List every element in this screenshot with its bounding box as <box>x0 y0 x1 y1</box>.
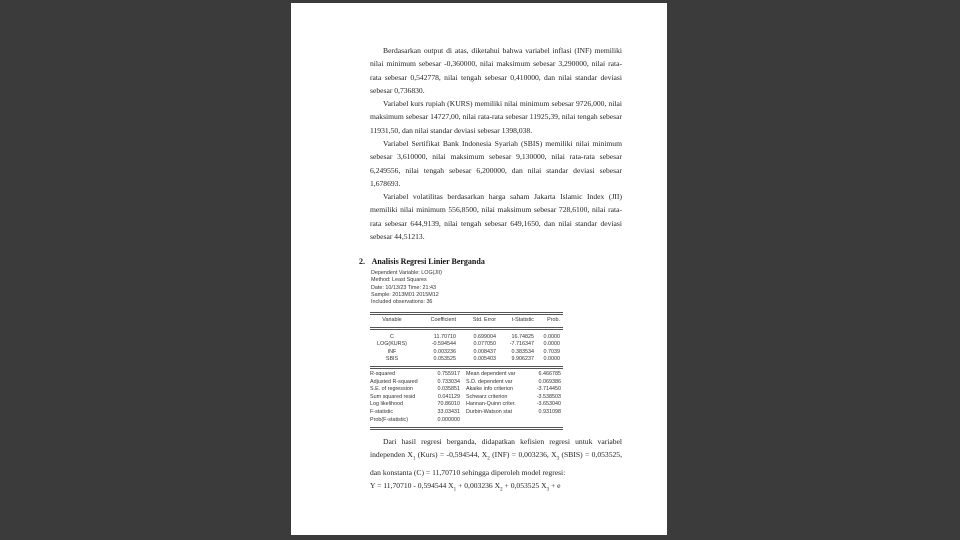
table-cell: SBIS <box>385 356 399 363</box>
table-cell: 0.053525 <box>433 356 456 363</box>
table-cell: -7.716347 <box>509 341 534 348</box>
stat-cell: S.D. dependent var <box>466 378 513 385</box>
eviews-meta <box>371 270 442 306</box>
table-header <box>370 317 563 325</box>
table-cell: 0.0000 <box>543 341 560 348</box>
paragraph-conclusion <box>370 435 622 497</box>
header-t-statistic: t-Statistic <box>511 317 534 323</box>
meta-line: Dependent Variable: LOG(JII) <box>371 270 442 276</box>
table-row <box>370 349 563 357</box>
header-variable: Variable <box>382 317 402 323</box>
divider <box>370 312 563 315</box>
stat-row <box>370 401 563 409</box>
table-row <box>370 356 563 364</box>
meta-line: Date: 10/13/23 Time: 21:43 <box>371 284 437 291</box>
table-cell: 0.383534 <box>511 348 534 355</box>
paragraph-sbis: Variabel Sertifikat Bank Indonesia Syariah (SBIS) memiliki nilai minimum sebesar 3,610000, nilai maksimum sebesar 9,130000, nilai rata-rata sebesar 6,249556, nilai tengah sebesar 6,200000, dan nilai standar deviasi sebesar 1,678693. <box>370 139 622 188</box>
table-cell: 11.70710 <box>433 333 456 340</box>
table-cell: INF <box>387 348 397 355</box>
table-cell: 0.008437 <box>473 348 496 355</box>
stat-cell: 6.466785 <box>538 370 561 377</box>
stat-cell: 0.041129 <box>437 393 460 400</box>
table-cell: 0.0000 <box>543 333 560 340</box>
stat-cell: S.E. of regression <box>370 386 413 393</box>
stat-cell: Schwarz criterion <box>466 393 508 400</box>
table-cell: 0.699004 <box>473 333 496 340</box>
stat-cell: Sum squared resid <box>370 393 416 400</box>
stat-cell <box>460 417 526 425</box>
stat-cell: 0.069386 <box>538 378 561 385</box>
table-cell: 9.906237 <box>511 356 534 363</box>
meta-line: Sample: 2013M01 2015M12 <box>371 291 439 298</box>
paragraph-inflation: Berdasarkan output di atas, diketahui bahwa variabel inflasi (INF) memiliki nilai minimum sebesar -0,360000, nilai maksimum sebesar 3,290000, nilai rata-rata sebesar 0,542778, nilai tengah sebesar 0,410000, dan nilai standar deviasi sebesar 0,736830. <box>370 46 622 95</box>
conclusion-line: dan konstanta (C) = 11,70710 sehingga diperoleh model regresi: <box>370 468 566 478</box>
stat-cell: R-squared <box>370 370 396 377</box>
stat-row <box>370 371 563 379</box>
table-row <box>370 334 563 342</box>
stat-row <box>370 409 563 417</box>
stat-cell: Adjusted R-squared <box>370 378 418 385</box>
table-cell: 0.003236 <box>433 348 456 355</box>
regression-table <box>370 312 563 430</box>
paragraph-jii: Variabel volatilitas berdasarkan harga saham Jakarta Islamic Index (JII) memiliki nilai minimum 556,8500, nilai maksimum sebesar 728,6100, nilai rata-rata sebesar 644,9139, nilai tengah sebesar 649,1650, dan nilai standar deviasi sebesar 44,51213. <box>370 192 622 241</box>
stat-cell: 70.86010 <box>437 401 460 408</box>
section-heading <box>359 257 485 266</box>
stat-cell: Akaike info criterion <box>466 386 514 393</box>
table-cell: 0.7039 <box>543 348 560 355</box>
paragraph-kurs: Variabel kurs rupiah (KURS) memiliki nilai minimum sebesar 9726,000, nilai maksimum sebesar 14727,00, nilai rata-rata sebesar 11925,39, nilai tengah sebesar 11931,50, dan nilai standar deviasi sebesar 1398,038. <box>370 99 622 135</box>
stat-cell: F-statistic <box>370 408 394 415</box>
table-cell: 0.005403 <box>473 356 496 363</box>
stat-cell: Prob(F-statistic) <box>370 416 409 423</box>
section-number: 2. <box>359 257 365 266</box>
stat-row <box>370 386 563 394</box>
stat-cell: 0.755917 <box>437 370 460 377</box>
meta-line: Included observations: 36 <box>371 299 433 306</box>
table-cell: C <box>390 333 394 340</box>
conclusion-line: Dari hasil regresi berganda, didapatkan kefisien regresi untuk variabel <box>383 437 622 446</box>
table-row <box>370 341 563 349</box>
stat-cell: Mean dependent var <box>466 370 516 377</box>
stat-cell: -3.714450 <box>536 386 561 393</box>
stat-cell: Durbin-Watson stat <box>466 408 512 415</box>
header-coefficient: Coefficient <box>430 317 456 323</box>
header-std-error: Std. Error <box>472 317 496 323</box>
stat-cell: 0.035851 <box>437 386 460 393</box>
table-cell: 0.0000 <box>543 356 560 363</box>
stat-cell: -3.653040 <box>536 401 561 408</box>
stat-cell: Log likelihood <box>370 401 403 408</box>
stat-cell: 33.03431 <box>437 408 460 415</box>
stat-cell: 0.000000 <box>437 416 460 423</box>
divider <box>370 427 563 430</box>
table-cell: 0.077050 <box>473 341 496 348</box>
conclusion-line: independen $X_1$ (Kurs) = -0,594544, $X_2$ (INF) = 0,003236, $X_3$ (SBIS) = 0,053525, <box>370 450 623 462</box>
stat-cell: 0.733034 <box>437 378 460 385</box>
section-title: Analisis Regresi Linier Berganda <box>371 257 485 266</box>
stat-row <box>370 379 563 387</box>
stat-cell <box>526 417 561 425</box>
table-cell: -0.594544 <box>431 341 456 348</box>
stat-row <box>370 394 563 402</box>
stat-cell: 0.931098 <box>538 408 561 415</box>
meta-line: Method: Least Squares <box>371 277 427 284</box>
stat-row <box>370 417 563 425</box>
table-cell: LOG(KURS) <box>377 341 407 348</box>
regression-equation: Y = 11,70710 - 0,594544 $X_1 + 0,003236$ $X_2 + 0,053525$ $X_3 + e$ <box>370 481 561 493</box>
document-page <box>291 3 667 535</box>
table-cell: 16.74825 <box>511 333 534 340</box>
header-prob: Prob. <box>547 317 560 323</box>
stat-cell: Hannan-Quinn criter. <box>466 401 516 408</box>
stat-cell: -3.538503 <box>536 393 561 400</box>
